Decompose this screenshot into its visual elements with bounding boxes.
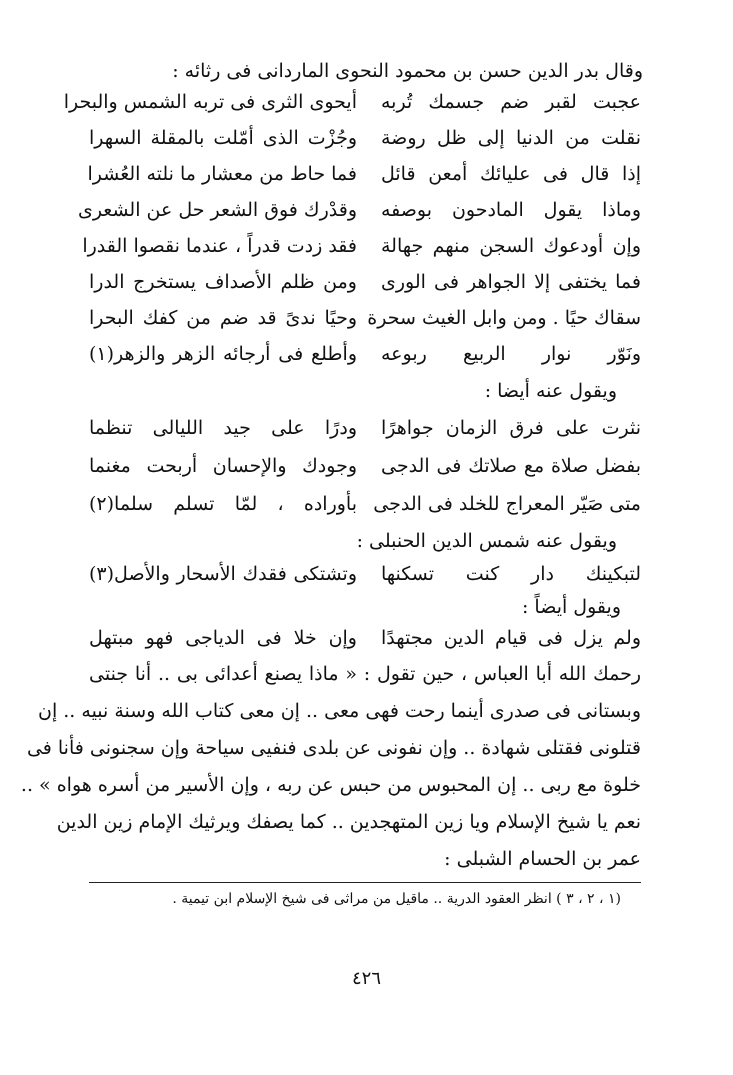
verse-second-hemistich: فقد زدت قدراً ، عندما نقصوا القدرا: [82, 235, 357, 257]
verse-line: [77, 192, 641, 228]
verse-second-hemistich: وقدْرك فوق الشعر حل عن الشعرى: [77, 199, 357, 221]
prose-line: عمر بن الحسام الشبلى :: [444, 848, 641, 870]
verse-line: [89, 556, 641, 592]
verse-second-hemistich: وجودك والإحسان أربحت مغنما: [89, 455, 357, 477]
intro-line-3: ويقول عنه شمس الدين الحنبلى :: [356, 530, 617, 552]
verse-first-hemistich: متى صَيّر المعراج للخلد فى الدجى: [373, 493, 641, 515]
verse-first-hemistich: ولم يزل فى قيام الدين مجتهدًا: [381, 627, 641, 649]
verse-first-hemistich: بفضل صلاة مع صلاتك فى الدجى: [381, 455, 641, 477]
verse-second-hemistich: ومن ظلم الأصداف يستخرج الدرا: [89, 271, 357, 293]
verse-line: [89, 300, 641, 336]
verse-second-hemistich: وجُزْت الذى أمّلت بالمقلة السهرا: [89, 127, 357, 149]
verse-second-hemistich: وأطلع فى أرجائه الزهر والزهر(١): [89, 343, 357, 365]
intro-line-2: ويقول عنه أيضا :: [484, 380, 617, 402]
page-number: ٤٢٦: [351, 968, 381, 989]
verse-line: [89, 486, 641, 522]
verse-line: [63, 84, 641, 120]
footnote-divider: [89, 882, 641, 883]
prose-line: قتلونى فقتلى شهادة .. وإن نفونى عن بلدى فنفيى سياحة وإن سجنونى فأنا فى: [26, 737, 641, 759]
verse-first-hemistich: لتبكينك دار كنت تسكنها: [381, 563, 641, 585]
verse-line: [89, 264, 641, 300]
verse-second-hemistich: وحيًا ندىً قد ضم من كفك البحرا: [89, 307, 357, 329]
verse-first-hemistich: ونَوّر نوار الربيع ربوعه: [381, 343, 641, 365]
verse-line: [89, 156, 641, 192]
verse-first-hemistich: نثرت على فرق الزمان جواهرًا: [381, 417, 641, 439]
verse-first-hemistich: عجبت لقبر ضم جسمك تُربه: [381, 91, 641, 113]
verse-second-hemistich: وتشتكى فقدك الأسحار والأصل(٣): [89, 563, 357, 585]
verse-line: [89, 620, 641, 656]
verse-second-hemistich: بأوراده ، لمّا تسلم سلما(٢): [89, 493, 357, 515]
intro-line-4: ويقول أيضاً :: [521, 596, 621, 618]
verse-first-hemistich: نقلت من الدنيا إلى ظل روضة: [381, 127, 641, 149]
verse-second-hemistich: ودرًا على جيد الليالى تنظما: [89, 417, 357, 439]
verse-second-hemistich: وإن خلا فى الدياجى فهو مبتهل: [89, 627, 357, 649]
verse-line: [89, 120, 641, 156]
verse-first-hemistich: فما يختفى إلا الجواهر فى الورى: [381, 271, 641, 293]
prose-line: خلوة مع ربى .. إن المحبوس من حبس عن ربه ، وإن الأسير من أسره هواه » ..: [20, 774, 641, 796]
footnote: (١ ، ٢ ، ٣ ) انظر العقود الدرية .. ماقيل من مراثى فى شيخ الإسلام ابن تيمية .: [172, 891, 621, 907]
verse-line: [89, 410, 641, 446]
verse-first-hemistich: سقاك حيًا . ومن وابل الغيث سحرة: [367, 307, 641, 329]
prose-line: وبستانى فى صدرى أينما رحت فهى معى .. إن معى كتاب الله وسنة نبيه .. إن: [38, 700, 641, 722]
verse-first-hemistich: وإن أودعوك السجن منهم جهالة: [381, 235, 641, 257]
intro-line: وقال بدر الدين حسن بن محمود النحوى الماردانى فى رثائه :: [172, 60, 643, 82]
prose-line: رحمك الله أبا العباس ، حين تقول : « ماذا يصنع أعدائى بى .. أنا جنتى: [89, 663, 641, 685]
verse-second-hemistich: أيحوى الثرى فى تربه الشمس والبحرا: [63, 91, 357, 113]
verse-second-hemistich: فما حاط من معشار ما نلته العُشرا: [87, 163, 357, 185]
prose-line: نعم يا شيخ الإسلام ويا زين المتهجدين .. كما يصفك ويرثيك الإمام زين الدين: [56, 811, 641, 833]
verse-first-hemistich: وماذا يقول المادحون بوصفه: [381, 199, 641, 221]
verse-line: [82, 228, 641, 264]
verse-line: [89, 336, 641, 372]
verse-line: [89, 448, 641, 484]
verse-first-hemistich: إذا قال فى عليائك أمعن قائل: [381, 163, 641, 185]
